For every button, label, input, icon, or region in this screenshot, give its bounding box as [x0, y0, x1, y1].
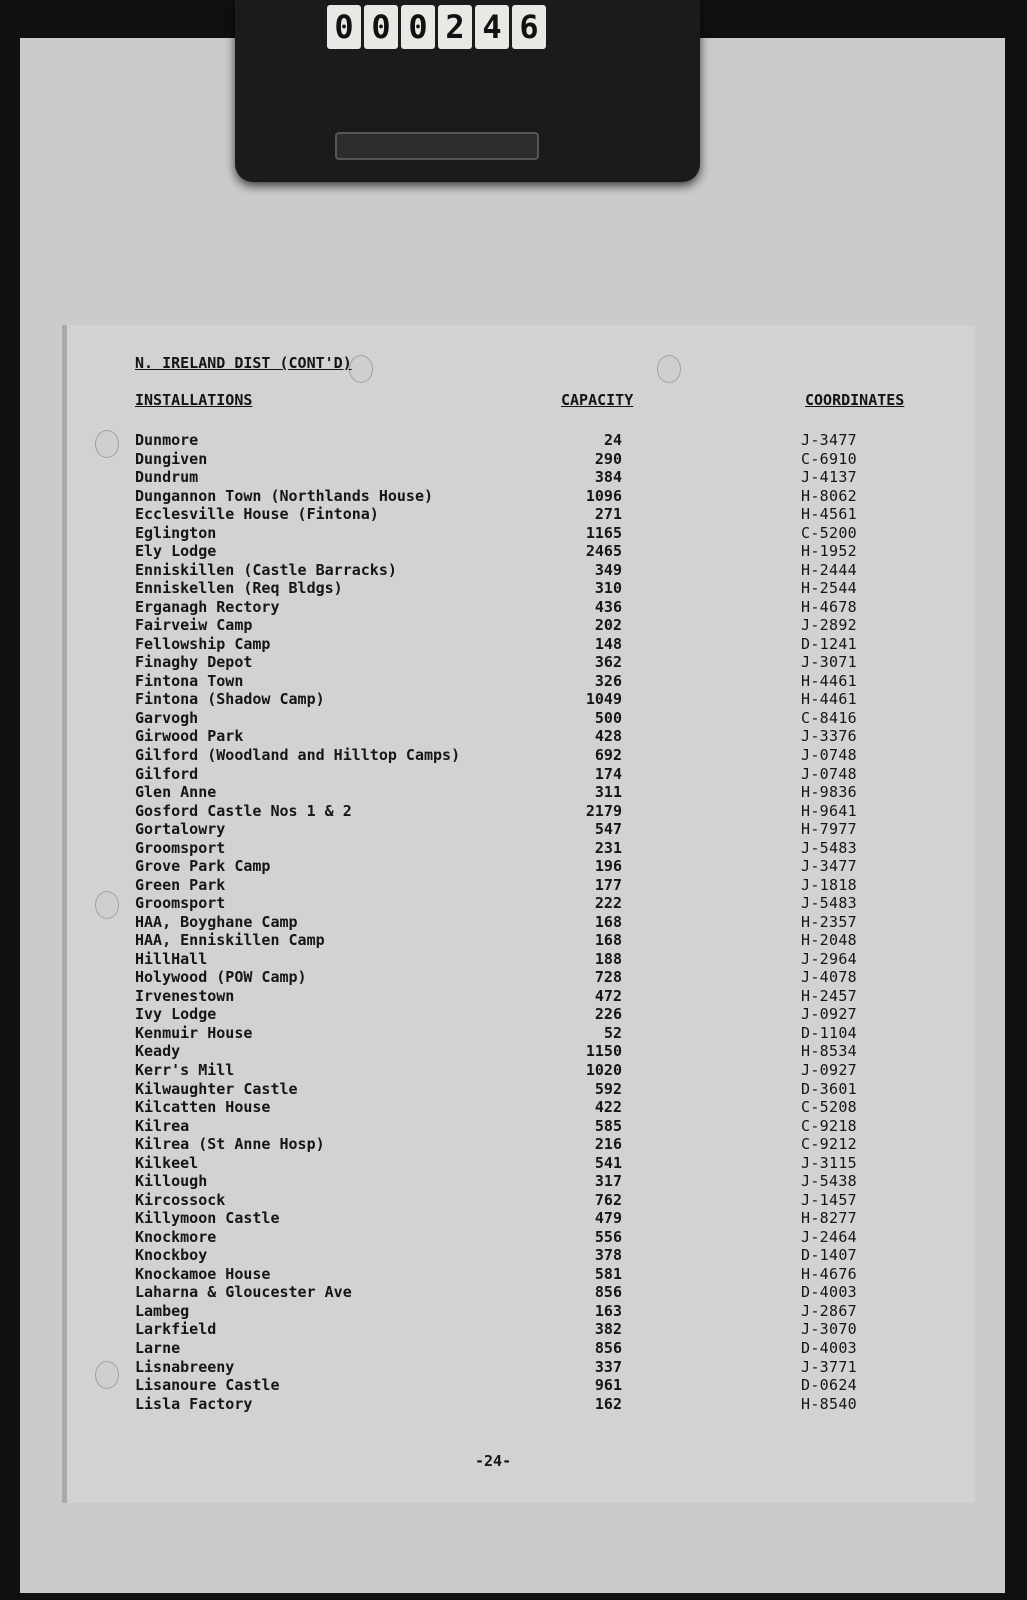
table-row	[0, 1080, 1027, 1098]
installation-name: Kilrea	[135, 1116, 190, 1135]
capacity-value: 856	[594, 1338, 622, 1357]
table-row	[0, 468, 1027, 486]
installation-name: Gortalowry	[135, 820, 226, 839]
coordinate-value: H-9641	[801, 801, 857, 820]
table-row	[0, 1024, 1027, 1042]
table-row	[0, 450, 1027, 468]
capacity-value: 2179	[585, 801, 622, 820]
installation-name: Larne	[135, 1338, 181, 1357]
installation-name: Kilcatten House	[135, 1098, 271, 1117]
table-row	[0, 1135, 1027, 1153]
coordinate-value: J-1818	[801, 875, 857, 894]
installation-name: Enniskillen (Castle Barracks)	[135, 560, 397, 579]
capacity-value: 384	[594, 468, 622, 487]
coordinate-value: C-8416	[801, 708, 857, 727]
coordinate-value: J-3376	[801, 727, 857, 746]
capacity-value: 188	[594, 949, 622, 968]
installation-name: Kilrea (St Anne Hosp)	[135, 1135, 325, 1154]
coordinate-value: D-1241	[801, 634, 857, 653]
coordinate-value: H-1952	[801, 542, 857, 561]
table-row	[0, 561, 1027, 579]
installation-name: Eglington	[135, 523, 217, 542]
table-row	[0, 1395, 1027, 1413]
installation-name: Groomsport	[135, 838, 226, 857]
capacity-value: 310	[594, 579, 622, 598]
table-row	[0, 820, 1027, 838]
capacity-value: 317	[594, 1172, 622, 1191]
table-row	[0, 987, 1027, 1005]
coordinate-value: H-8277	[801, 1209, 857, 1228]
installation-name: Killough	[135, 1172, 208, 1191]
installation-name: HAA, Boyghane Camp	[135, 912, 298, 931]
capacity-value: 422	[594, 1098, 622, 1117]
table-row	[0, 1320, 1027, 1338]
installation-name: Ely Lodge	[135, 542, 217, 561]
table-row	[0, 913, 1027, 931]
capacity-value: 24	[603, 431, 622, 449]
table-row	[0, 1376, 1027, 1394]
table-row	[0, 1283, 1027, 1301]
table-row	[0, 653, 1027, 671]
installation-name: Knockmore	[135, 1227, 217, 1246]
capacity-value: 547	[594, 820, 622, 839]
table-row	[0, 894, 1027, 912]
table-row	[0, 672, 1027, 690]
installation-name: Lisla Factory	[135, 1394, 253, 1413]
table-row	[0, 1358, 1027, 1376]
table-row	[0, 1302, 1027, 1320]
capacity-value: 378	[594, 1246, 622, 1265]
table-row	[0, 727, 1027, 745]
table-row	[0, 1191, 1027, 1209]
capacity-value: 692	[594, 746, 622, 764]
punch-hole	[657, 355, 681, 383]
coordinate-value: D-0624	[801, 1376, 857, 1395]
coordinate-value: H-2357	[801, 912, 857, 931]
coordinate-value: H-9836	[801, 783, 857, 802]
capacity-value: 271	[594, 505, 622, 524]
capacity-value: 428	[594, 727, 622, 746]
table-row	[0, 931, 1027, 949]
coordinate-value: H-4461	[801, 690, 857, 709]
installation-name: Erganagh Rectory	[135, 597, 280, 616]
coordinate-value: J-5483	[801, 838, 857, 857]
installation-name: Fellowship Camp	[135, 634, 271, 653]
installation-name: Fintona Town	[135, 671, 244, 690]
coordinate-value: C-9212	[801, 1135, 857, 1154]
table-row	[0, 542, 1027, 560]
coordinate-value: J-2867	[801, 1301, 857, 1320]
installation-name: Lisnabreeny	[135, 1357, 235, 1376]
capacity-value: 556	[594, 1227, 622, 1246]
installation-name: Dungiven	[135, 449, 208, 468]
installation-name: Irvenestown	[135, 986, 235, 1005]
coordinate-value: J-2464	[801, 1227, 857, 1246]
capacity-value: 541	[594, 1153, 622, 1172]
capacity-value: 856	[594, 1283, 622, 1302]
installation-name: Kilkeel	[135, 1153, 199, 1172]
counter-slot	[335, 132, 539, 160]
table-row	[0, 1265, 1027, 1283]
table-row	[0, 1042, 1027, 1060]
installation-name: Larkfield	[135, 1320, 217, 1339]
capacity-value: 1150	[585, 1042, 622, 1061]
capacity-value: 163	[594, 1301, 622, 1320]
column-header-capacity: CAPACITY	[561, 391, 634, 409]
installation-name: Laharna & Gloucester Ave	[135, 1283, 352, 1302]
installation-name: Kerr's Mill	[135, 1061, 235, 1080]
capacity-value: 52	[603, 1023, 622, 1042]
coordinate-value: H-2048	[801, 931, 857, 950]
capacity-value: 961	[594, 1376, 622, 1395]
installation-name: Ecclesville House (Fintona)	[135, 505, 379, 524]
table-row	[0, 635, 1027, 653]
coordinate-value: J-3115	[801, 1153, 857, 1172]
installation-name: Finaghy Depot	[135, 653, 253, 672]
installation-name: Killymoon Castle	[135, 1209, 280, 1228]
capacity-value: 762	[594, 1190, 622, 1209]
page-number: -24-	[475, 1452, 512, 1470]
installation-name: Gosford Castle Nos 1 & 2	[135, 801, 352, 820]
installation-name: Fairveiw Camp	[135, 616, 253, 635]
capacity-value: 1165	[585, 523, 622, 542]
capacity-value: 174	[594, 764, 622, 783]
capacity-value: 349	[594, 560, 622, 579]
capacity-value: 290	[594, 449, 622, 468]
capacity-value: 202	[594, 616, 622, 635]
coordinate-value: H-2457	[801, 986, 857, 1005]
installation-name: Dundrum	[135, 468, 199, 487]
table-row	[0, 1061, 1027, 1079]
capacity-value: 1049	[585, 690, 622, 709]
installation-name: Kenmuir House	[135, 1023, 253, 1042]
counter-digit: 2	[438, 5, 472, 49]
coordinate-value: D-1104	[801, 1023, 857, 1042]
column-header-coordinates: COORDINATES	[805, 391, 905, 409]
installation-name: Grove Park Camp	[135, 857, 271, 876]
installation-name: HillHall	[135, 949, 208, 968]
capacity-value: 148	[594, 634, 622, 653]
installation-name: Lambeg	[135, 1301, 190, 1320]
table-row	[0, 1172, 1027, 1190]
installation-name: Knockboy	[135, 1246, 208, 1265]
coordinate-value: J-3477	[801, 857, 857, 876]
coordinate-value: J-3070	[801, 1320, 857, 1339]
counter-digit: 0	[364, 5, 398, 49]
coordinate-value: D-3601	[801, 1079, 857, 1098]
table-row	[0, 1339, 1027, 1357]
capacity-value: 216	[594, 1135, 622, 1154]
coordinate-value: J-2892	[801, 616, 857, 635]
installation-name: Glen Anne	[135, 783, 217, 802]
table-row	[0, 1246, 1027, 1264]
capacity-value: 585	[594, 1116, 622, 1135]
capacity-value: 581	[594, 1264, 622, 1283]
table-row	[0, 579, 1027, 597]
coordinate-value: J-3477	[801, 431, 857, 449]
capacity-value: 168	[594, 931, 622, 950]
page-counter-stamp	[235, 0, 700, 182]
installation-name: Lisanoure Castle	[135, 1376, 280, 1395]
installation-name: Keady	[135, 1042, 181, 1061]
counter-digit: 4	[475, 5, 509, 49]
coordinate-value: J-3771	[801, 1357, 857, 1376]
installation-name: Gilford	[135, 764, 199, 783]
capacity-value: 2465	[585, 542, 622, 561]
table-row	[0, 505, 1027, 523]
counter-digits	[327, 5, 546, 51]
capacity-value: 500	[594, 708, 622, 727]
coordinate-value: H-8062	[801, 486, 857, 505]
capacity-value: 337	[594, 1357, 622, 1376]
capacity-value: 479	[594, 1209, 622, 1228]
capacity-value: 177	[594, 875, 622, 894]
counter-digit: 0	[401, 5, 435, 49]
installation-name: Kircossock	[135, 1190, 226, 1209]
capacity-value: 222	[594, 894, 622, 913]
table-row	[0, 1117, 1027, 1135]
installation-name: Ivy Lodge	[135, 1005, 217, 1024]
counter-digit: 6	[512, 5, 546, 49]
capacity-value: 728	[594, 968, 622, 987]
coordinate-value: H-2444	[801, 560, 857, 579]
table-row	[0, 802, 1027, 820]
installation-name: Green Park	[135, 875, 226, 894]
coordinate-value: D-1407	[801, 1246, 857, 1265]
capacity-value: 226	[594, 1005, 622, 1024]
table-row	[0, 783, 1027, 801]
table-row	[0, 950, 1027, 968]
coordinate-value: H-2544	[801, 579, 857, 598]
coordinate-value: H-4561	[801, 505, 857, 524]
coordinate-value: J-0927	[801, 1061, 857, 1080]
installation-name: HAA, Enniskillen Camp	[135, 931, 325, 950]
coordinate-value: H-4676	[801, 1264, 857, 1283]
installation-name: Knockamoe House	[135, 1264, 271, 1283]
coordinate-value: D-4003	[801, 1338, 857, 1357]
installation-name: Garvogh	[135, 708, 199, 727]
capacity-value: 162	[594, 1394, 622, 1413]
capacity-value: 196	[594, 857, 622, 876]
coordinate-value: C-5200	[801, 523, 857, 542]
installation-name: Dunmore	[135, 431, 199, 449]
table-row	[0, 839, 1027, 857]
coordinate-value: J-5438	[801, 1172, 857, 1191]
table-row	[0, 876, 1027, 894]
installation-name: Enniskellen (Req Bldgs)	[135, 579, 343, 598]
district-title: N. IRELAND DIST (CONT'D)	[135, 354, 352, 372]
table-row	[0, 431, 1027, 449]
coordinate-value: H-7977	[801, 820, 857, 839]
table-row	[0, 1228, 1027, 1246]
table-row	[0, 1154, 1027, 1172]
capacity-value: 326	[594, 671, 622, 690]
installation-name: Girwood Park	[135, 727, 244, 746]
capacity-value: 472	[594, 986, 622, 1005]
table-row	[0, 1005, 1027, 1023]
coordinate-value: C-9218	[801, 1116, 857, 1135]
coordinate-value: J-0748	[801, 746, 857, 764]
table-row	[0, 487, 1027, 505]
table-row	[0, 1098, 1027, 1116]
table-row	[0, 616, 1027, 634]
capacity-value: 231	[594, 838, 622, 857]
installation-name: Dungannon Town (Northlands House)	[135, 486, 434, 505]
installation-name: Fintona (Shadow Camp)	[135, 690, 325, 709]
capacity-value: 1020	[585, 1061, 622, 1080]
coordinate-value: J-1457	[801, 1190, 857, 1209]
installation-name: Kilwaughter Castle	[135, 1079, 298, 1098]
coordinate-value: J-4137	[801, 468, 857, 487]
coordinate-value: H-8540	[801, 1394, 857, 1413]
coordinate-value: J-5483	[801, 894, 857, 913]
table-row	[0, 709, 1027, 727]
installation-name: Groomsport	[135, 894, 226, 913]
table-row	[0, 765, 1027, 783]
coordinate-value: H-4678	[801, 597, 857, 616]
capacity-value: 382	[594, 1320, 622, 1339]
coordinate-value: H-8534	[801, 1042, 857, 1061]
coordinate-value: J-3071	[801, 653, 857, 672]
coordinate-value: H-4461	[801, 671, 857, 690]
capacity-value: 362	[594, 653, 622, 672]
table-row	[0, 524, 1027, 542]
installation-name: Holywood (POW Camp)	[135, 968, 307, 987]
table-row	[0, 746, 1027, 764]
table-row	[0, 598, 1027, 616]
capacity-value: 592	[594, 1079, 622, 1098]
capacity-value: 168	[594, 912, 622, 931]
column-header-installations: INSTALLATIONS	[135, 391, 253, 409]
coordinate-value: J-4078	[801, 968, 857, 987]
coordinate-value: C-6910	[801, 449, 857, 468]
table-row	[0, 857, 1027, 875]
counter-digit: 0	[327, 5, 361, 49]
coordinate-value: J-0927	[801, 1005, 857, 1024]
table-row	[0, 690, 1027, 708]
coordinate-value: J-0748	[801, 764, 857, 783]
coordinate-value: J-2964	[801, 949, 857, 968]
coordinate-value: D-4003	[801, 1283, 857, 1302]
punch-hole	[349, 355, 373, 383]
capacity-value: 1096	[585, 486, 622, 505]
coordinate-value: C-5208	[801, 1098, 857, 1117]
table-row	[0, 1209, 1027, 1227]
capacity-value: 311	[594, 783, 622, 802]
table-row	[0, 968, 1027, 986]
installation-name: Gilford (Woodland and Hilltop Camps)	[135, 746, 461, 764]
capacity-value: 436	[594, 597, 622, 616]
